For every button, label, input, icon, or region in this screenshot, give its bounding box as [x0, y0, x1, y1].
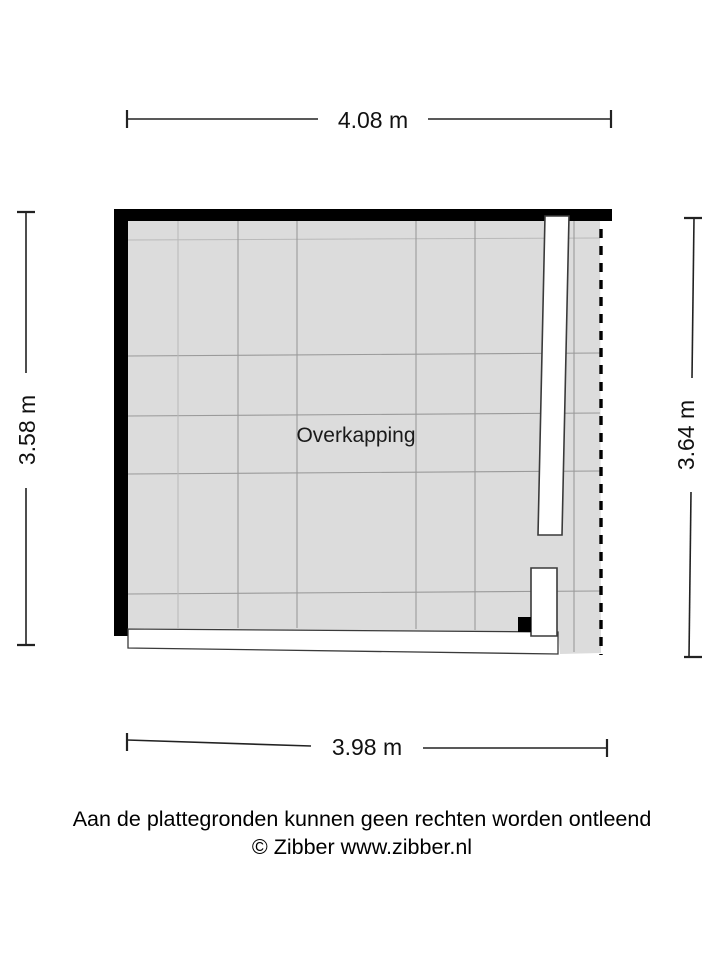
dimension-left-label: 3.58 m	[14, 394, 40, 466]
dimension-bottom-line-left	[127, 740, 311, 746]
dimension-top	[127, 107, 611, 133]
door-panel-small[interactable]	[531, 568, 557, 636]
wall-bottom-open	[128, 629, 558, 654]
footer	[73, 807, 652, 859]
footer-disclaimer: Aan de plattegronden kunnen geen rechten worden ontleend	[72, 807, 652, 831]
dimension-right-line-top	[692, 218, 694, 378]
wall-top	[114, 209, 612, 221]
dimension-right-label: 3.64 m	[673, 399, 699, 471]
dimension-top-label: 4.08 m	[337, 107, 409, 133]
dimension-right	[673, 218, 702, 657]
dimension-right-line-bottom	[689, 492, 691, 657]
footer-copyright: © Zibber www.zibber.nl	[251, 835, 473, 859]
wall-left	[114, 209, 128, 636]
wall-pier-post	[518, 617, 531, 632]
dimension-bottom	[127, 733, 607, 760]
dimension-bottom-label: 3.98 m	[331, 734, 403, 760]
dimension-left	[14, 212, 40, 645]
room-label-overkapping: Overkapping	[296, 424, 416, 447]
